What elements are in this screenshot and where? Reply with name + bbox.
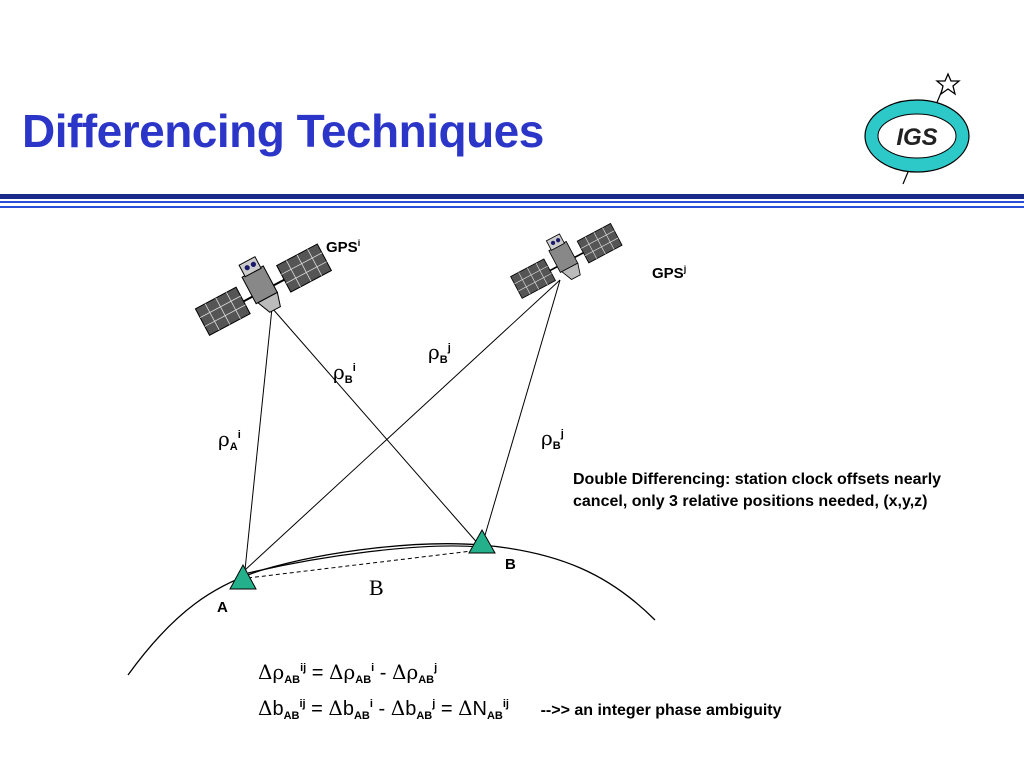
eq2-sup-i: i: [369, 698, 373, 710]
eq1-rho-2: ρ: [343, 660, 356, 684]
eq2-equals-1: =: [311, 698, 323, 720]
range-label-b-i: [333, 360, 356, 386]
eq1-rho-3: ρ: [406, 660, 419, 684]
eq2-sup-ij-1: ij: [299, 698, 306, 710]
gps-i-sup: i: [357, 238, 361, 248]
eq1-sup-j: j: [434, 662, 438, 674]
range-b-i-sup: i: [352, 362, 356, 374]
satellite-j-icon: [504, 210, 625, 304]
station-b-label: B: [505, 556, 516, 573]
equation-2: [258, 696, 782, 722]
range-a-i-sub: A: [229, 441, 238, 453]
eq2-delta-2: Δ: [328, 696, 343, 720]
range-b-j-symbol: ρ: [541, 426, 553, 450]
eq2-delta-3: Δ: [390, 696, 406, 720]
range-label-b-j: [541, 426, 564, 452]
eq2-sup-j: j: [432, 698, 436, 710]
eq1-minus: -: [379, 662, 387, 684]
gps-i-name: GPS: [326, 239, 358, 256]
eq2-sup-ij-2: ij: [502, 698, 509, 710]
baseline-label: B: [369, 575, 384, 600]
range-line-b-j: [483, 280, 560, 542]
double-differencing-note: Double Differencing: station clock offsets nearly cancel, only 3 relative positions needed, (x,y,z): [573, 471, 942, 510]
range-line-a-j: [245, 280, 560, 570]
eq2-equals-2: =: [440, 698, 453, 720]
eq2-delta-1: Δ: [258, 696, 273, 720]
eq1-sup-i: i: [371, 662, 375, 674]
eq1-delta-1: Δ: [258, 660, 273, 684]
slide-title: Differencing Techniques: [22, 105, 544, 157]
eq1-delta-3: Δ: [392, 660, 407, 684]
eq1-delta-2: Δ: [329, 660, 344, 684]
eq1-sub-1: AB: [284, 674, 301, 686]
range-a-i-sup: i: [237, 429, 241, 441]
earth-surface-curve: [128, 544, 655, 675]
eq2-b-2: b: [342, 698, 354, 720]
range-b-j-upper-sup: j: [447, 342, 451, 354]
equation-1: [258, 660, 437, 686]
eq1-equals: =: [311, 662, 324, 684]
range-b-j-sup: j: [560, 428, 564, 440]
integer-ambiguity-comment: -->> an integer phase ambiguity: [540, 702, 782, 719]
range-label-a-i: [218, 427, 241, 453]
range-a-i-symbol: ρ: [218, 427, 230, 451]
range-b-i-sub: B: [344, 374, 353, 386]
station-a-label: A: [217, 599, 228, 616]
gps-j-label: [652, 264, 686, 282]
eq2-b-3: b: [405, 698, 417, 720]
range-b-j-sub: B: [552, 440, 561, 452]
baseline-curve: [248, 546, 480, 573]
eq2-sub-1: AB: [283, 710, 300, 722]
range-label-b-j-upper: [428, 340, 451, 366]
station-a-marker: [230, 565, 256, 589]
gps-j-name: GPS: [652, 265, 684, 282]
gps-i-label: [326, 238, 360, 256]
eq1-rho-1: ρ: [272, 660, 285, 684]
eq2-delta-4: Δ: [458, 696, 473, 720]
satellite-i-icon: [187, 228, 335, 342]
eq1-sup-ij: ij: [300, 662, 307, 674]
range-b-j-upper-symbol: ρ: [428, 340, 440, 364]
eq2-sub-3: AB: [416, 710, 433, 722]
gps-j-sup: j: [683, 264, 687, 274]
eq1-sub-2: AB: [355, 674, 372, 686]
eq2-minus: -: [378, 698, 386, 720]
eq1-sub-3: AB: [418, 674, 435, 686]
station-b-marker: [469, 530, 495, 553]
range-b-i-symbol: ρ: [333, 360, 345, 384]
range-b-j-upper-sub: B: [439, 354, 448, 366]
eq2-sub-2: AB: [353, 710, 370, 722]
eq2-n: N: [472, 698, 487, 720]
range-line-a-i: [245, 308, 272, 570]
logo-text: IGS: [896, 124, 938, 151]
eq2-sub-4: AB: [486, 710, 503, 722]
eq2-b-1: b: [272, 698, 284, 720]
